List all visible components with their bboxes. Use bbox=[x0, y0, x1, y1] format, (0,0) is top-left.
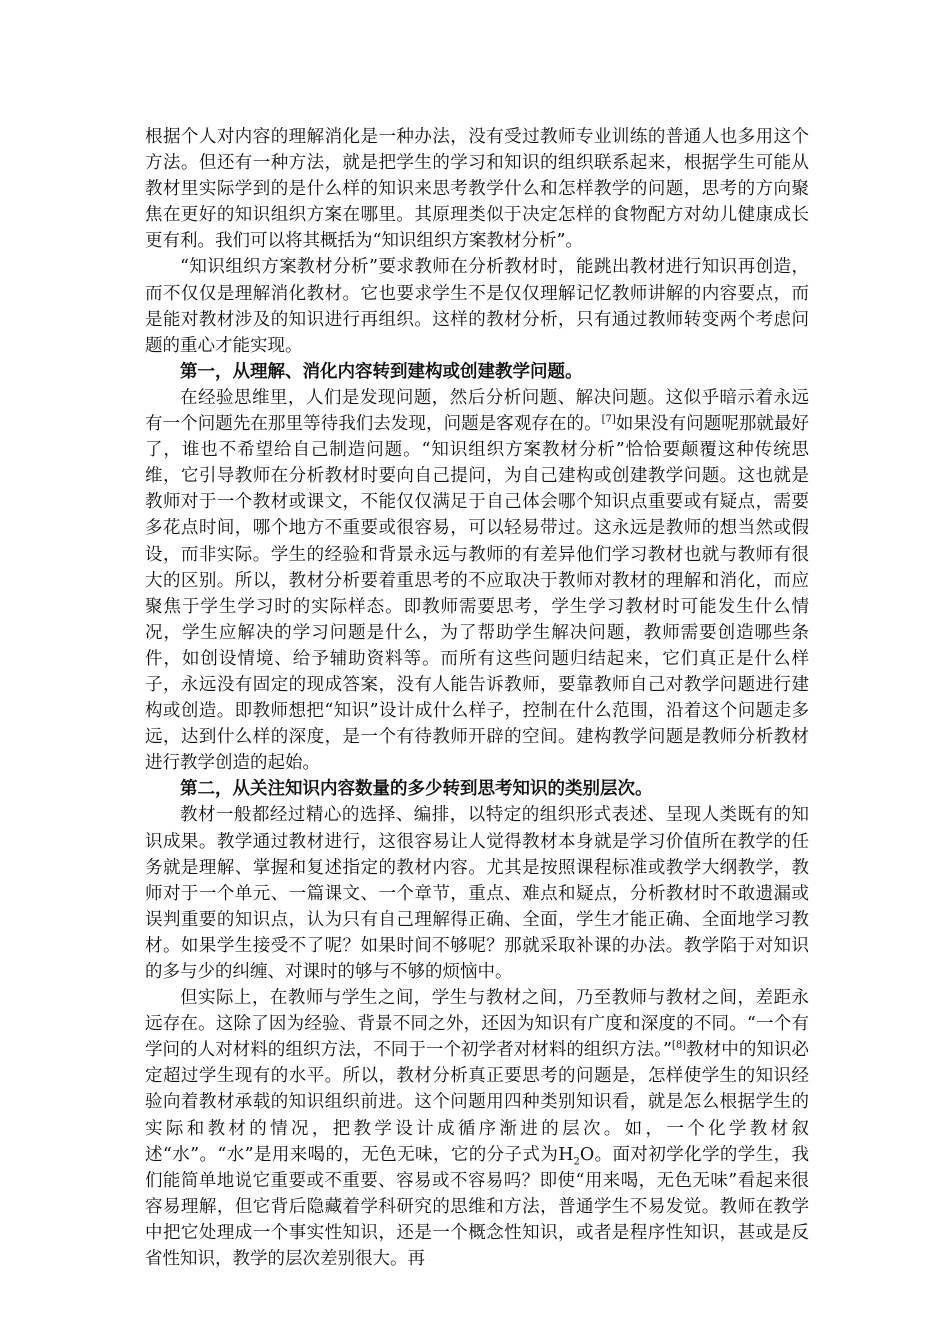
paragraph-5-text-a: 但实际上，在教师与学生之间，学生与教材之间，乃至教师与教材之间，差距永远存在。这除了因为经验、背景不同之外，还因为知识有广度和深度的不同。“一个有学问的人对材料的组织方法，不同于一个初学者对材料的组织方法。” bbox=[145, 988, 809, 1061]
paragraph-5-text-b: 教材中的知识必定超过学生现有的水平。所以，教材分析真正要思考的问题是，怎样使学生的知识经验向着教材承载的知识组织前进。这个问题用四种类别知识看，就是怎么根据学生的实际和教材的情况，把教学设计成循序渐进的层次。如，一个化学教材叙述“水”。“水”是用来喝的，无色无味，它的分子式为H bbox=[145, 1040, 809, 1165]
section-heading-1: 第一，从理解、消化内容转到建构或创建教学问题。 bbox=[180, 361, 583, 382]
paragraph-4: 教材一般都经过精心的选择、编排，以特定的组织形式表述、呈现人类既有的知识成果。教学通过教材进行，这很容易让人觉得教材本身就是学习价值所在教学的任务就是理解、掌握和复述指定的教材内容。尤其是按照课程标准或教学大纲教学，教师对于一个单元、一篇课文、一个章节，重点、难点和疑点，分析教材时不敢遗漏或误判重要的知识点，认为只有自己理解得正确、全面，学生才能正确、全面地学习教材。如果学生接受不了呢？如果时间不够呢？那就采取补课的办法。教学陷于对知识的多与少的纠缠、对课时的够与不够的烦恼中。 bbox=[145, 805, 809, 982]
citation-8: [8] bbox=[671, 1040, 687, 1052]
paragraph-5 bbox=[145, 985, 809, 1272]
formula-subscript: 2 bbox=[573, 1156, 580, 1168]
section-heading-2: 第二，从关注知识内容数量的多少转到思考知识的类别层次。 bbox=[180, 779, 653, 800]
paragraph-3 bbox=[145, 385, 809, 776]
paragraph-3-text-a: 在经验思维里，人们是发现问题，然后分析问题、解决问题。这似乎暗示着永远有一个问题先在那里等待我们去发现，问题是客观存在的。 bbox=[145, 387, 809, 435]
paragraph-5-text-c: O。面对初学化学的学生，我们能简单地说它重要或不重要、容易或不容易吗？即使“用来喝，无色无味”看起来很容易理解，但它背后隐藏着学科研究的思维和方法，普通学生不易发觉。教师在教学中把它处理成一个事实性知识，还是一个概念性知识，或者是程序性知识，甚或是反省性知识，教学的层次差别很大。再 bbox=[145, 1144, 809, 1270]
body-text bbox=[145, 124, 809, 1272]
citation-7: [7] bbox=[601, 414, 616, 426]
paragraph-3-text-b: 如果没有问题呢那就最好了，谁也不希望给自己制造问题。“知识组织方案教材分析”恰恰要颠覆这种传统思维，它引导教师在分析教材时要向自己提问，为自己建构或创建教学问题。这也就是教师对于一个教材或课文，不能仅仅满足于自己体会哪个知识点重要或有疑点，需要多花点时间，哪个地方不重要或很容易，可以轻易带过。这永远是教师的想当然或假设，而非实际。学生的经验和背景永远与教师的有差异他们学习教材也就与教师有很大的区别。所以，教材分析要着重思考的不应取决于教师对教材的理解和消化，而应聚焦于学生学习时的实际样态。即教师需要思考，学生学习教材时可能发生什么情况，学生应解决的学习问题是什么，为了帮助学生解决问题，教师需要创造哪些条件，如创设情境、给予辅助资料等。而所有这些问题归结起来，它们真正是什么样子，永远没有固定的现成答案，没有人能告诉教师，要靠教师自己对教学问题进行建构或创造。即教师想把“知识”设计成什么样子，控制在什么范围，沿着这个问题走多远，达到什么样的深度，是一个有待教师开辟的空间。建构教学问题是教师分析教材进行教学创造的起始。 bbox=[145, 414, 810, 774]
paragraph-1: 根据个人对内容的理解消化是一种办法，没有受过教师专业训练的普通人也多用这个方法。但还有一种方法，就是把学生的学习和知识的组织联系起来，根据学生可能从教材里实际学到的是什么样的知识来思考教学什么和怎样教学的问题，思考的方向聚焦在更好的知识组织方案在哪里。其原理类似于决定怎样的食物配方对幼儿健康成长更有利。我们可以将其概括为“知识组织方案教材分析”。 bbox=[145, 127, 809, 252]
paragraph-2: “知识组织方案教材分析”要求教师在分析教材时，能跳出教材进行知识再创造，而不仅仅是理解消化教材。它也要求学生不是仅仅理解记忆教师讲解的内容要点，而是能对教材涉及的知识进行再组织。这样的教材分析，只有通过教师转变两个考虑问题的重心才能实现。 bbox=[145, 257, 809, 356]
